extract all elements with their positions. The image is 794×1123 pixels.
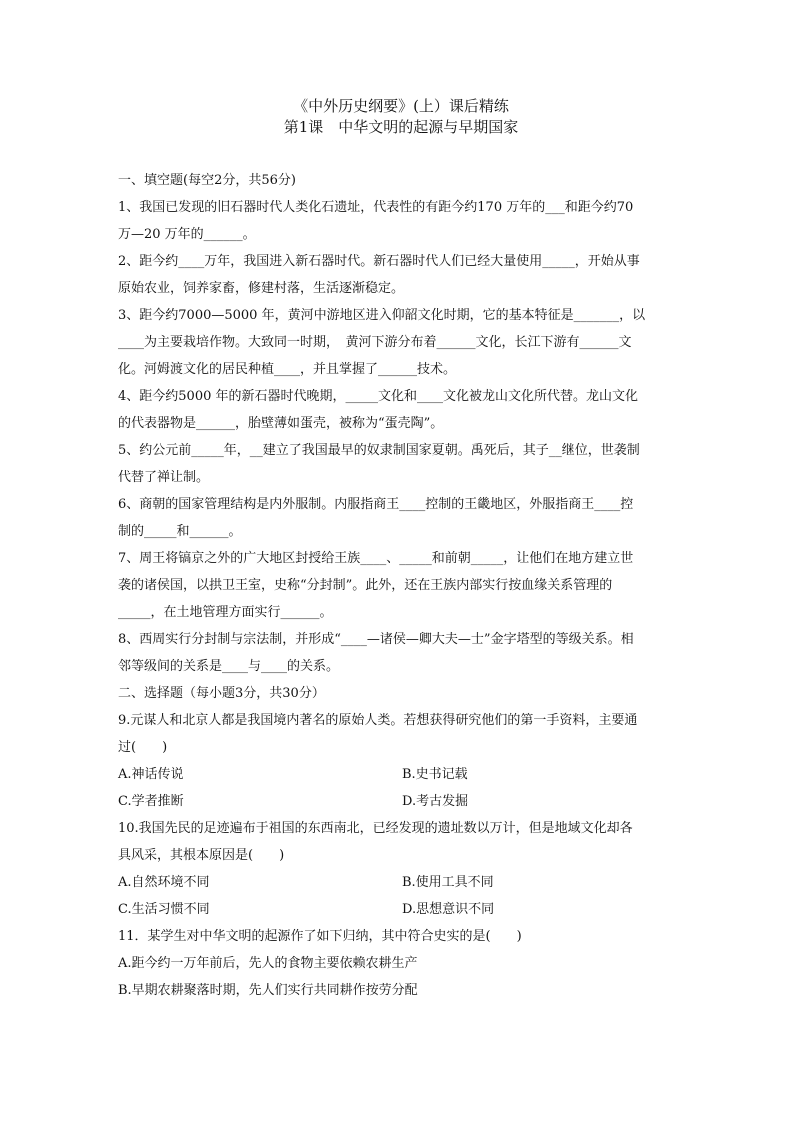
option-a: A.神话传说: [118, 767, 184, 782]
option-c: C.学者推断: [118, 794, 184, 809]
section-heading-choice: 二、选择题（每小题3分，共30分）: [118, 686, 325, 701]
question-line: 化。河姆渡文化的居民种植____，并且掌握了______技术。: [118, 362, 457, 377]
option-a: A.自然环境不同: [118, 875, 210, 890]
question-line: 5、约公元前_____年，__建立了我国最早的奴隶制国家夏朝。禹死后，其子__继位，世袭制: [118, 443, 640, 458]
question-line: 邻等级间的关系是____与____的关系。: [118, 659, 340, 674]
question-line: 袭的诸侯国，以拱卫王室，史称“分封制”。此外，还在王族内部实行按血缘关系管理的: [118, 578, 613, 593]
question-line: ____为主要栽培作物。大致同一时期， 黄河下游分布着______文化，长江下游有______文: [118, 335, 632, 350]
option-b: B.早期农耕聚落时期，先人们实行共同耕作按劳分配: [118, 983, 418, 998]
document-page: [118, 96, 684, 1004]
question-line: 7、周王将镐京之外的广大地区封授给王族____、_____和前朝_____，让他们在地方建立世: [118, 551, 634, 566]
question-10-options-row: [118, 869, 684, 896]
question-line: 1、我国已发现的旧石器时代人类化石遗址，代表性的有距今约170 万年的___和距今约70: [118, 200, 634, 215]
document-body: [118, 167, 684, 1004]
option-d: D.思想意识不同: [402, 902, 495, 917]
option-c: C.生活习惯不同: [118, 902, 210, 917]
option-b: B.史书记载: [402, 767, 468, 782]
question-line: 3、距今约7000—5000 年，黄河中游地区进入仰韶文化时期，它的基本特征是_______，以: [118, 308, 646, 323]
question-line: 万—20 万年的______。: [118, 227, 256, 242]
option-b: B.使用工具不同: [402, 875, 494, 890]
question-line: 代替了禅让制。: [118, 470, 210, 485]
question-line: _____，在土地管理方面实行______。: [118, 605, 333, 620]
question-10-options-row: [118, 896, 684, 923]
question-9-options-row: [118, 761, 684, 788]
question-10-stem: 10.我国先民的足迹遍布于祖国的东西南北，已经发现的遗址数以万计，但是地域文化却各: [118, 821, 633, 836]
section-heading-fill-in: 一、填空题(每空2分，共56分): [118, 173, 296, 188]
question-line: 的代表器物是______，胎壁薄如蛋壳，被称为“蛋壳陶”。: [118, 416, 444, 431]
question-line: 6、商朝的国家管理结构是内外服制。内服指商王____控制的王畿地区，外服指商王____控: [118, 497, 634, 512]
question-10-stem: 具风采，其根本原因是( ): [118, 848, 285, 863]
question-line: 原始农业，饲养家畜，修建村落，生活逐渐稳定。: [118, 281, 405, 296]
question-line: 2、距今约____万年，我国进入新石器时代。新石器时代人们已经大量使用_____，开始从事: [118, 254, 640, 269]
option-d: D.考古发掘: [402, 794, 469, 809]
option-a: A.距今约一万年前后，先人的食物主要依赖农耕生产: [118, 956, 418, 971]
question-9-stem: 9.元谋人和北京人都是我国境内著名的原始人类。若想获得研究他们的第一手资料，主要通: [118, 713, 638, 728]
lesson-title: 第1课 中华文明的起源与早期国家: [283, 118, 519, 136]
document-title: 《中外历史纲要》(上）课后精练: [293, 97, 509, 115]
question-line: 4、距今约5000 年的新石器时代晚期，_____文化和____文化被龙山文化所代替。龙山文化: [118, 389, 638, 404]
question-11-stem: 11．某学生对中华文明的起源作了如下归纳，其中符合史实的是( ): [118, 929, 522, 944]
question-9-options-row: [118, 788, 684, 815]
question-9-stem: 过( ): [118, 740, 168, 755]
question-line: 制的_____和______。: [118, 524, 242, 539]
question-line: 8、西周实行分封制与宗法制，并形成“____—诸侯—卿大夫—士”金字塔型的等级关系。相: [118, 632, 634, 647]
